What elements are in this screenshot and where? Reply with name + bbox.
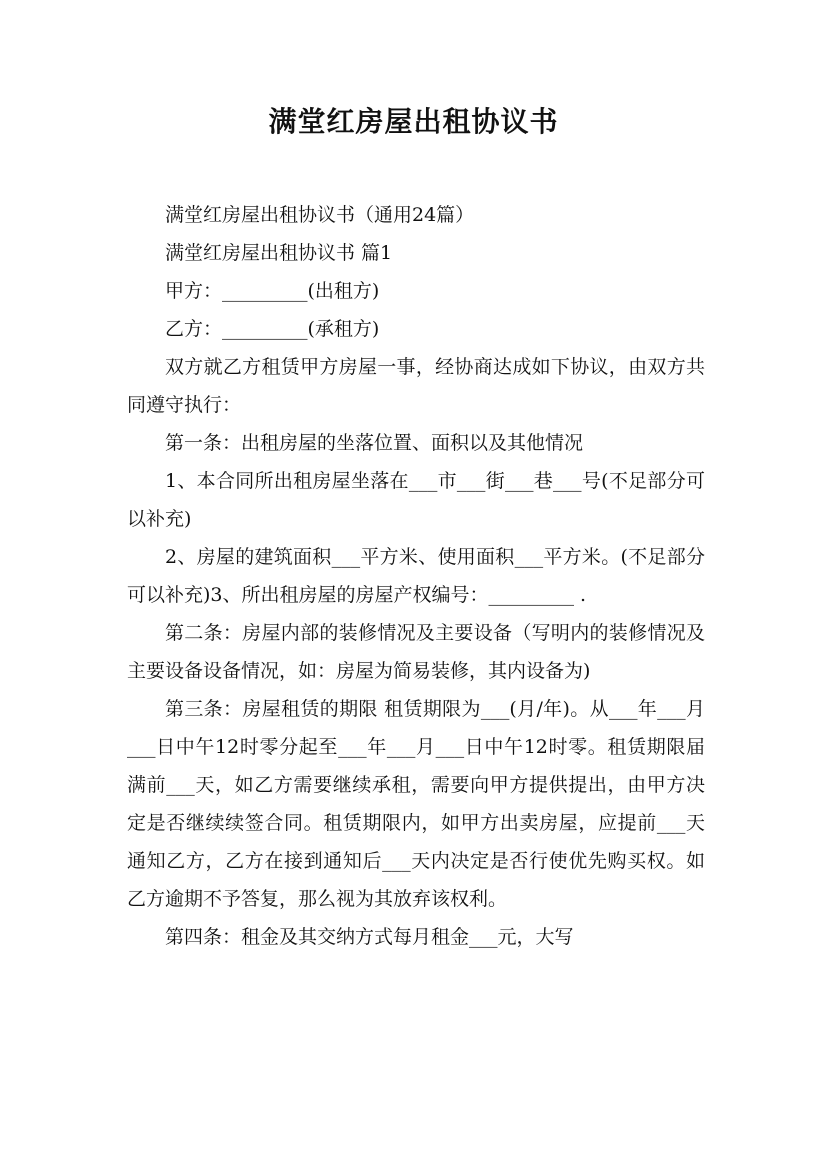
- paragraph-article-1: 第一条：出租房屋的坐落位置、面积以及其他情况: [165, 432, 584, 454]
- document-body: [127, 196, 705, 956]
- paragraph-article-4: 第四条：租金及其交纳方式每月租金___元，大写: [165, 926, 574, 948]
- paragraph-clause-1: 1、本合同所出租房屋坐落在___市___街___巷___号(不足部分可以补充): [127, 470, 705, 530]
- paragraph-clause-2: 2、房屋的建筑面积___平方米、使用面积___平方米。(不足部分可以补充)3、所出租房屋的房屋产权编号：_________ .: [127, 546, 705, 606]
- paragraph-article-2: 第二条：房屋内部的装修情况及主要设备（写明内的装修情况及主要设备设备情况，如：房屋为简易装修，其内设备为): [127, 622, 705, 682]
- paragraph-subtitle: 满堂红房屋出租协议书（通用24篇）: [165, 204, 475, 226]
- paragraph-agreement-intro: 双方就乙方租赁甲方房屋一事，经协商达成如下协议，由双方共同遵守执行：: [127, 356, 705, 416]
- paragraph-section-heading: 满堂红房屋出租协议书 篇1: [165, 242, 393, 264]
- paragraph-article-3: 第三条：房屋租赁的期限 租赁期限为___(月/年)。从___年___月___日中午12时零分起至___年___月___日中午12时零。租赁期限届满前___天，如乙方需要继续承租，需要向甲方提供提出，由甲方决定是否继续续签合同。租赁期限内，如甲方出卖房屋，应提前___天通知乙方，乙方在接到通知后___天内决定是否行使优先购买权。如乙方逾期不予答复，那么视为其放弃该权利。: [127, 698, 705, 910]
- paragraph-party-a: 甲方：_________(出租方): [165, 280, 380, 302]
- document-title: 满堂红房屋出租协议书: [268, 105, 559, 138]
- paragraph-party-b: 乙方：_________(承租方): [165, 318, 380, 340]
